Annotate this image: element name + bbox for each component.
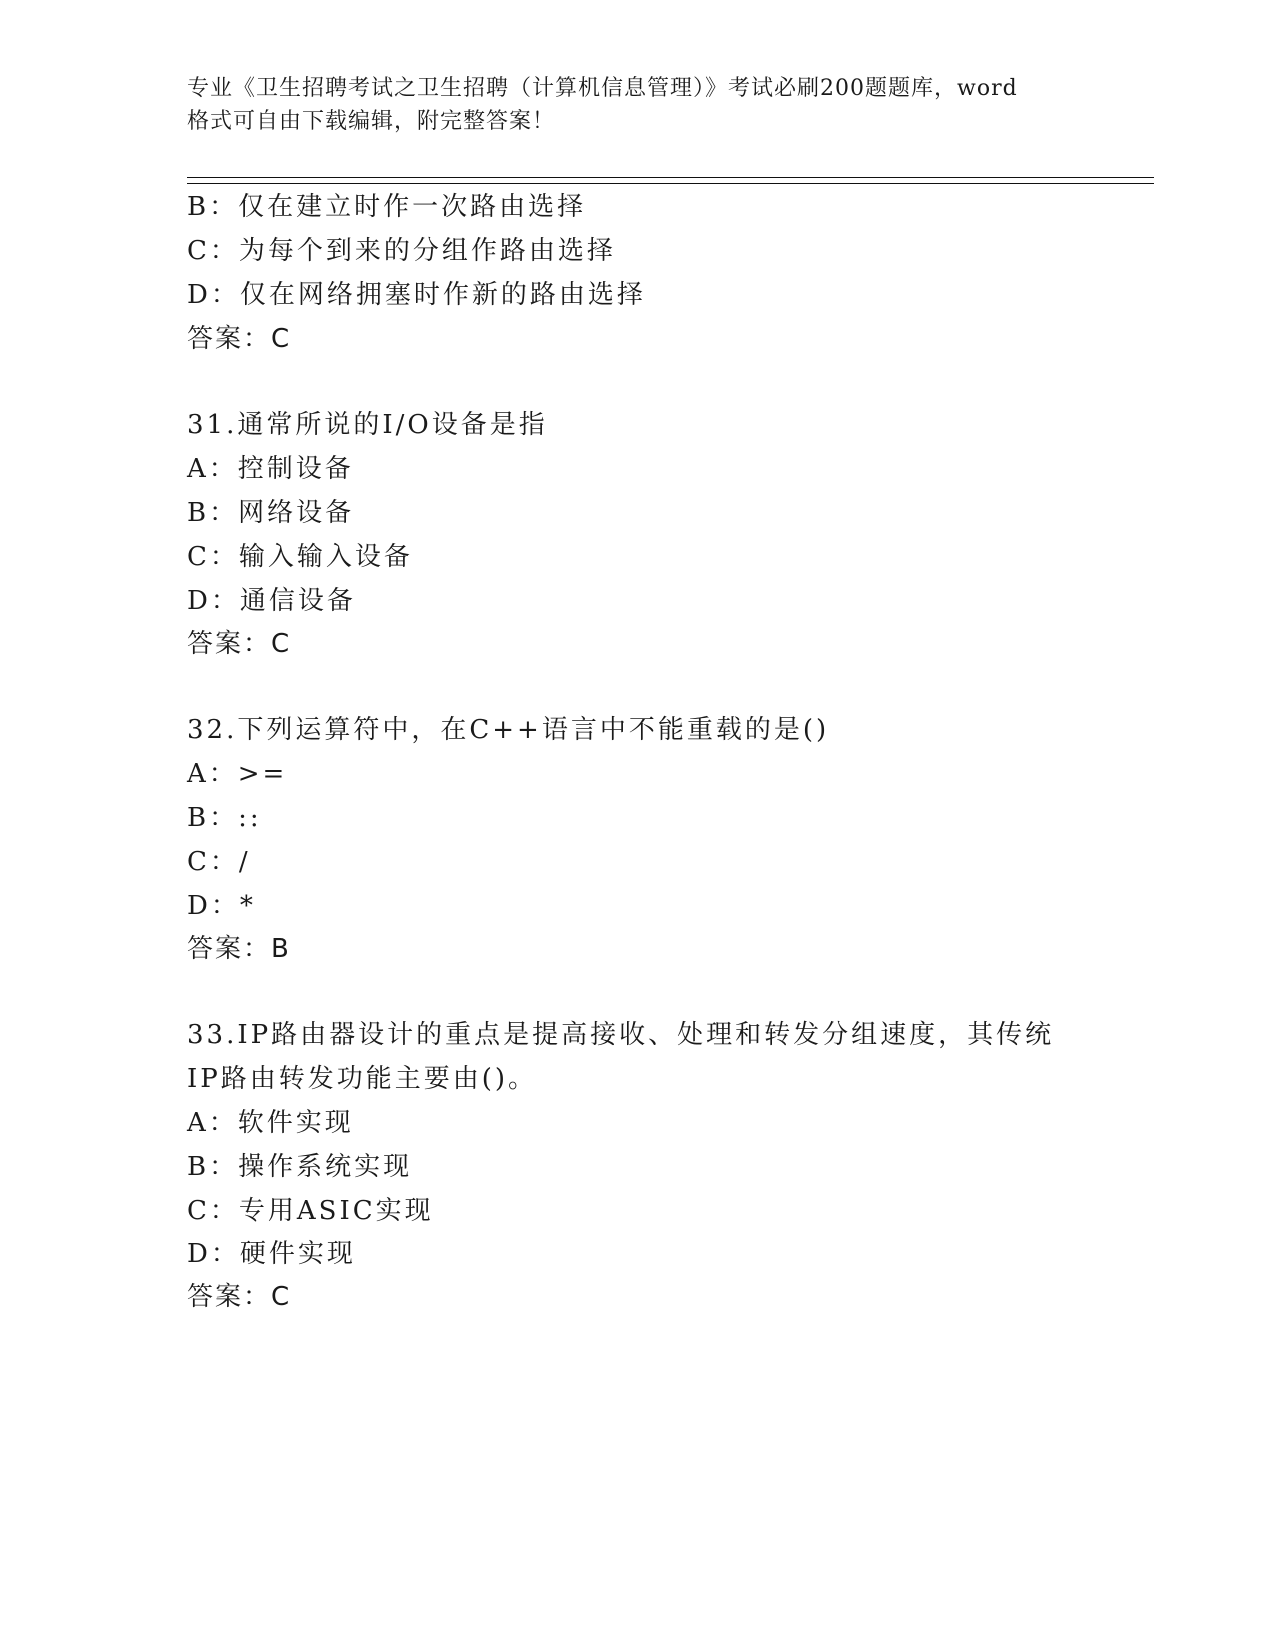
header-line-2: 格式可自由下载编辑，附完整答案！	[187, 109, 556, 134]
header-divider-bottom	[187, 183, 1154, 184]
q31-stem: 31.通常所说的I/O设备是指	[187, 410, 548, 440]
q33-option-b: B：操作系统实现	[187, 1152, 413, 1182]
q33-stem-line-1: 33.IP路由器设计的重点是提高接收、处理和转发分组速度，其传统	[187, 1020, 1055, 1050]
q33-option-a: A：软件实现	[187, 1108, 354, 1138]
q32-answer: 答案：B	[187, 934, 291, 964]
q32-stem: 32.下列运算符中，在C++语言中不能重载的是()	[187, 715, 830, 745]
q32-option-b: B：::	[187, 803, 262, 833]
q32-option-c: C：/	[187, 847, 251, 877]
prev-option-d: D：仅在网络拥塞时作新的路由选择	[187, 280, 646, 310]
q31-option-d: D：通信设备	[187, 586, 356, 616]
q33-stem-line-2: IP路由转发功能主要由()。	[187, 1064, 538, 1094]
q33-option-c: C：专用ASIC实现	[187, 1196, 434, 1226]
header-divider-top	[187, 177, 1154, 178]
q31-answer: 答案：C	[187, 629, 292, 659]
q33-answer: 答案：C	[187, 1282, 292, 1312]
q31-option-a: A：控制设备	[187, 454, 354, 484]
q32-option-d: D：*	[187, 891, 256, 921]
header-line-1: 专业《卫生招聘考试之卫生招聘（计算机信息管理）》考试必刷200题题库，word	[187, 76, 1018, 101]
q33-option-d: D：硬件实现	[187, 1239, 356, 1269]
prev-option-c: C：为每个到来的分组作路由选择	[187, 236, 616, 266]
prev-option-b: B：仅在建立时作一次路由选择	[187, 192, 587, 222]
document-header	[187, 72, 1087, 138]
q31-option-c: C：输入输入设备	[187, 542, 413, 572]
q31-option-b: B：网络设备	[187, 498, 355, 528]
prev-answer: 答案：C	[187, 324, 292, 354]
q32-option-a: A：>=	[187, 759, 288, 789]
